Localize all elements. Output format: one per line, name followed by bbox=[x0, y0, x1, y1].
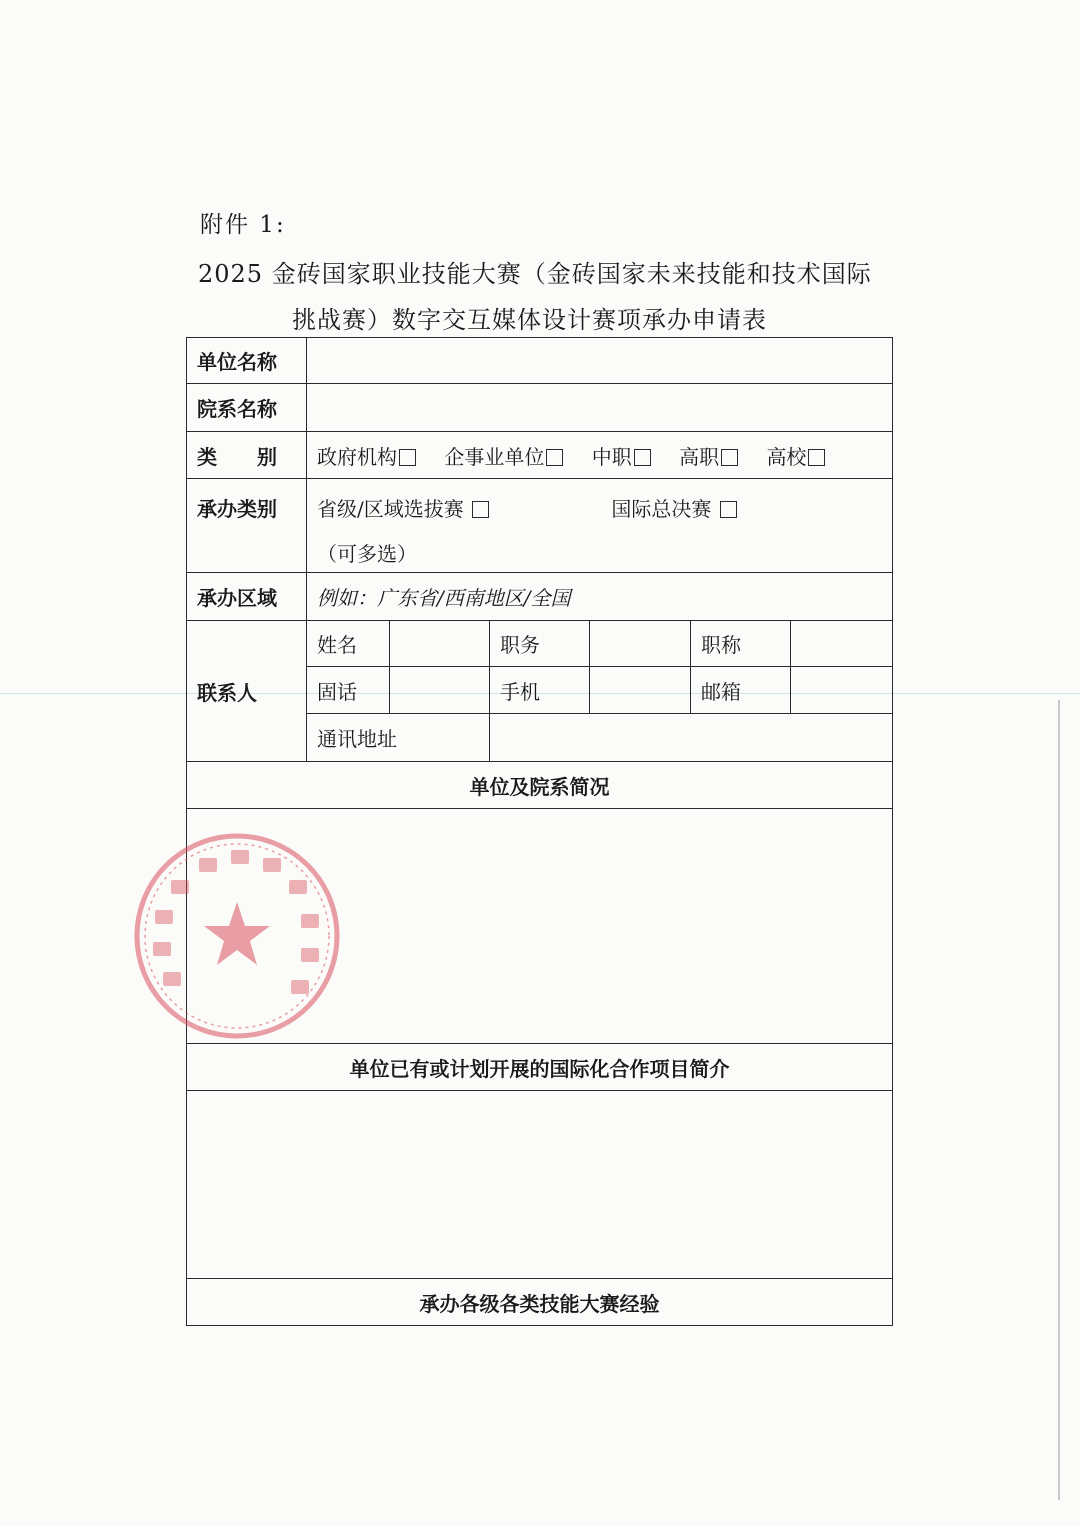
contact-label: 联系人 bbox=[187, 621, 307, 762]
red-seal-stamp bbox=[131, 830, 343, 1042]
host-type-option-provincial[interactable]: 省级/区域选拔赛 bbox=[317, 493, 605, 522]
host-region-label: 承办区域 bbox=[187, 573, 307, 621]
checkbox[interactable] bbox=[546, 449, 563, 466]
contact-phone-label: 固话 bbox=[307, 667, 390, 714]
checkbox[interactable] bbox=[634, 449, 651, 466]
category-option-university[interactable]: 高校 bbox=[766, 445, 825, 469]
row-category bbox=[187, 432, 893, 479]
contact-title-label: 职称 bbox=[691, 621, 791, 667]
unit-name-label: 单位名称 bbox=[187, 338, 307, 384]
contact-title-field[interactable] bbox=[791, 621, 893, 667]
section-international-projects-field[interactable] bbox=[187, 1091, 893, 1279]
contact-mobile-label: 手机 bbox=[490, 667, 590, 714]
attachment-label: 附件 1: bbox=[200, 212, 286, 238]
dept-name-field[interactable] bbox=[307, 384, 893, 432]
row-host-type bbox=[187, 479, 893, 573]
host-type-label: 承办类别 bbox=[187, 479, 307, 573]
category-option-higher-vocational[interactable]: 高职 bbox=[679, 445, 738, 469]
section-international-projects-heading: 单位已有或计划开展的国际化合作项目简介 bbox=[187, 1044, 893, 1091]
checkbox[interactable] bbox=[721, 449, 738, 466]
contact-email-label: 邮箱 bbox=[691, 667, 791, 714]
host-type-options bbox=[307, 479, 893, 573]
checkbox[interactable] bbox=[720, 501, 737, 518]
contact-mobile-field[interactable] bbox=[590, 667, 691, 714]
contact-position-field[interactable] bbox=[590, 621, 691, 667]
row-section-2-header bbox=[187, 1044, 893, 1091]
category-options bbox=[307, 432, 893, 479]
row-section-3-header bbox=[187, 1279, 893, 1326]
section-competition-experience-heading: 承办各级各类技能大赛经验 bbox=[187, 1279, 893, 1326]
contact-address-field[interactable] bbox=[490, 714, 893, 762]
dept-name-label: 院系名称 bbox=[187, 384, 307, 432]
category-option-enterprise[interactable]: 企事业单位 bbox=[444, 445, 563, 469]
category-option-secondary-vocational[interactable]: 中职 bbox=[592, 445, 651, 469]
host-type-note: （可多选） bbox=[317, 542, 417, 566]
unit-name-field[interactable] bbox=[307, 338, 893, 384]
row-host-region bbox=[187, 573, 893, 621]
contact-phone-field[interactable] bbox=[390, 667, 490, 714]
category-label: 类 别 bbox=[187, 432, 307, 479]
checkbox[interactable] bbox=[472, 501, 489, 518]
contact-email-field[interactable] bbox=[791, 667, 893, 714]
category-option-government[interactable]: 政府机构 bbox=[317, 445, 416, 469]
contact-address-label: 通讯地址 bbox=[307, 714, 490, 762]
host-region-example[interactable]: 例如：广东省/西南地区/全国 bbox=[307, 573, 893, 621]
row-unit-name bbox=[187, 338, 893, 384]
checkbox[interactable] bbox=[399, 449, 416, 466]
row-dept-name bbox=[187, 384, 893, 432]
form-title-line1: 2025 金砖国家职业技能大赛（金砖国家未来技能和技术国际 bbox=[198, 260, 872, 288]
checkbox[interactable] bbox=[808, 449, 825, 466]
row-section-1-header bbox=[187, 762, 893, 809]
contact-name-field[interactable] bbox=[390, 621, 490, 667]
form-title-line2: 挑战赛）数字交互媒体设计赛项承办申请表 bbox=[292, 306, 767, 334]
contact-name-label: 姓名 bbox=[307, 621, 390, 667]
scan-edge-shadow bbox=[1058, 700, 1060, 1500]
host-type-option-final[interactable]: 国际总决赛 bbox=[611, 497, 736, 521]
contact-position-label: 职务 bbox=[490, 621, 590, 667]
row-contact-1 bbox=[187, 621, 893, 667]
section-unit-overview-heading: 单位及院系简况 bbox=[187, 762, 893, 809]
row-section-2-body bbox=[187, 1091, 893, 1279]
seal-star-icon bbox=[204, 902, 270, 965]
